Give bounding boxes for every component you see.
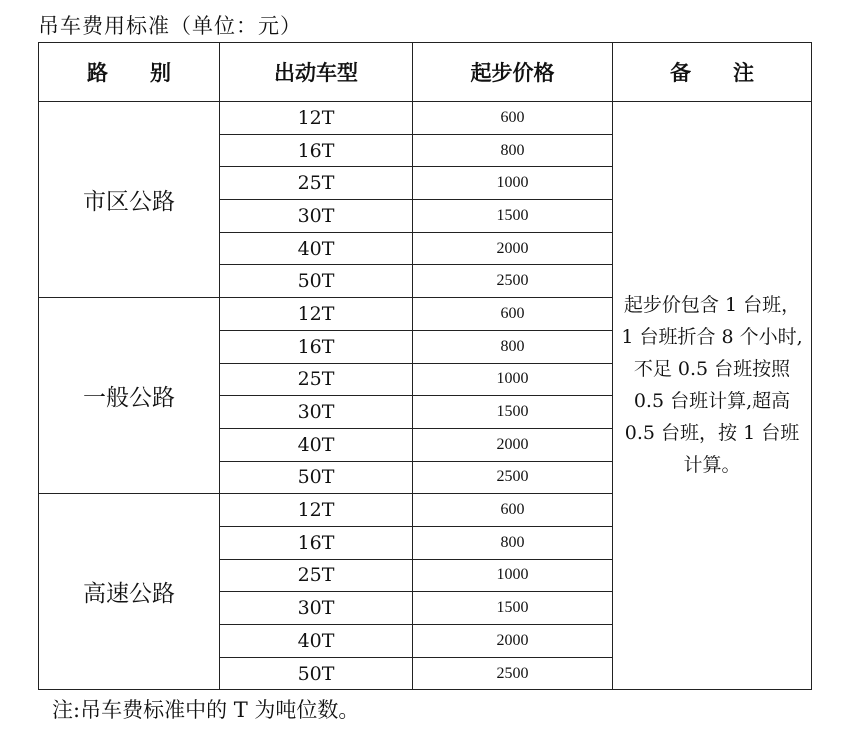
vehicle-model-cell: 16T (220, 134, 413, 167)
price-cell: 1500 (413, 200, 613, 233)
footnote: 注:吊车费标准中的 T 为吨位数。 (52, 698, 360, 722)
vehicle-model-cell: 16T (220, 330, 413, 363)
vehicle-model-cell: 25T (220, 559, 413, 592)
price-cell: 800 (413, 526, 613, 559)
price-cell: 2500 (413, 657, 613, 690)
price-cell: 2000 (413, 428, 613, 461)
price-cell: 2000 (413, 232, 613, 265)
table-row (39, 102, 812, 135)
vehicle-model-cell: 40T (220, 625, 413, 658)
page-title: 吊车费用标准（单位：元） (38, 14, 302, 38)
vehicle-model-cell: 40T (220, 232, 413, 265)
vehicle-model-cell: 25T (220, 363, 413, 396)
price-cell: 1000 (413, 167, 613, 200)
price-cell: 600 (413, 102, 613, 135)
price-cell: 800 (413, 330, 613, 363)
header-vehicle-model: 出动车型 (220, 43, 413, 102)
price-cell: 800 (413, 134, 613, 167)
header-road: 路 别 (39, 43, 220, 102)
price-cell: 1500 (413, 396, 613, 429)
vehicle-model-cell: 50T (220, 657, 413, 690)
price-cell: 2500 (413, 265, 613, 298)
vehicle-model-cell: 30T (220, 592, 413, 625)
vehicle-model-cell: 25T (220, 167, 413, 200)
road-type-cell: 高速公路 (39, 494, 220, 690)
vehicle-model-cell: 12T (220, 298, 413, 331)
price-cell: 1500 (413, 592, 613, 625)
price-cell: 2000 (413, 625, 613, 658)
vehicle-model-cell: 50T (220, 461, 413, 494)
vehicle-model-cell: 30T (220, 200, 413, 233)
header-remarks: 备 注 (613, 43, 812, 102)
price-cell: 600 (413, 494, 613, 527)
price-cell: 600 (413, 298, 613, 331)
road-type-cell: 市区公路 (39, 102, 220, 298)
vehicle-model-cell: 40T (220, 428, 413, 461)
road-type-cell: 一般公路 (39, 298, 220, 494)
vehicle-model-cell: 50T (220, 265, 413, 298)
vehicle-model-cell: 16T (220, 526, 413, 559)
remarks-cell: 起步价包含 1 台班，1 台班折合 8 个小时,不足 0.5 台班按照 0.5 台班计算,超高 0.5 台班，按 1 台班计算。 (613, 102, 812, 690)
table-header-row (39, 43, 812, 102)
crane-fee-table (38, 42, 812, 690)
vehicle-model-cell: 12T (220, 494, 413, 527)
price-cell: 1000 (413, 559, 613, 592)
vehicle-model-cell: 12T (220, 102, 413, 135)
header-starting-price: 起步价格 (413, 43, 613, 102)
vehicle-model-cell: 30T (220, 396, 413, 429)
price-cell: 1000 (413, 363, 613, 396)
price-cell: 2500 (413, 461, 613, 494)
